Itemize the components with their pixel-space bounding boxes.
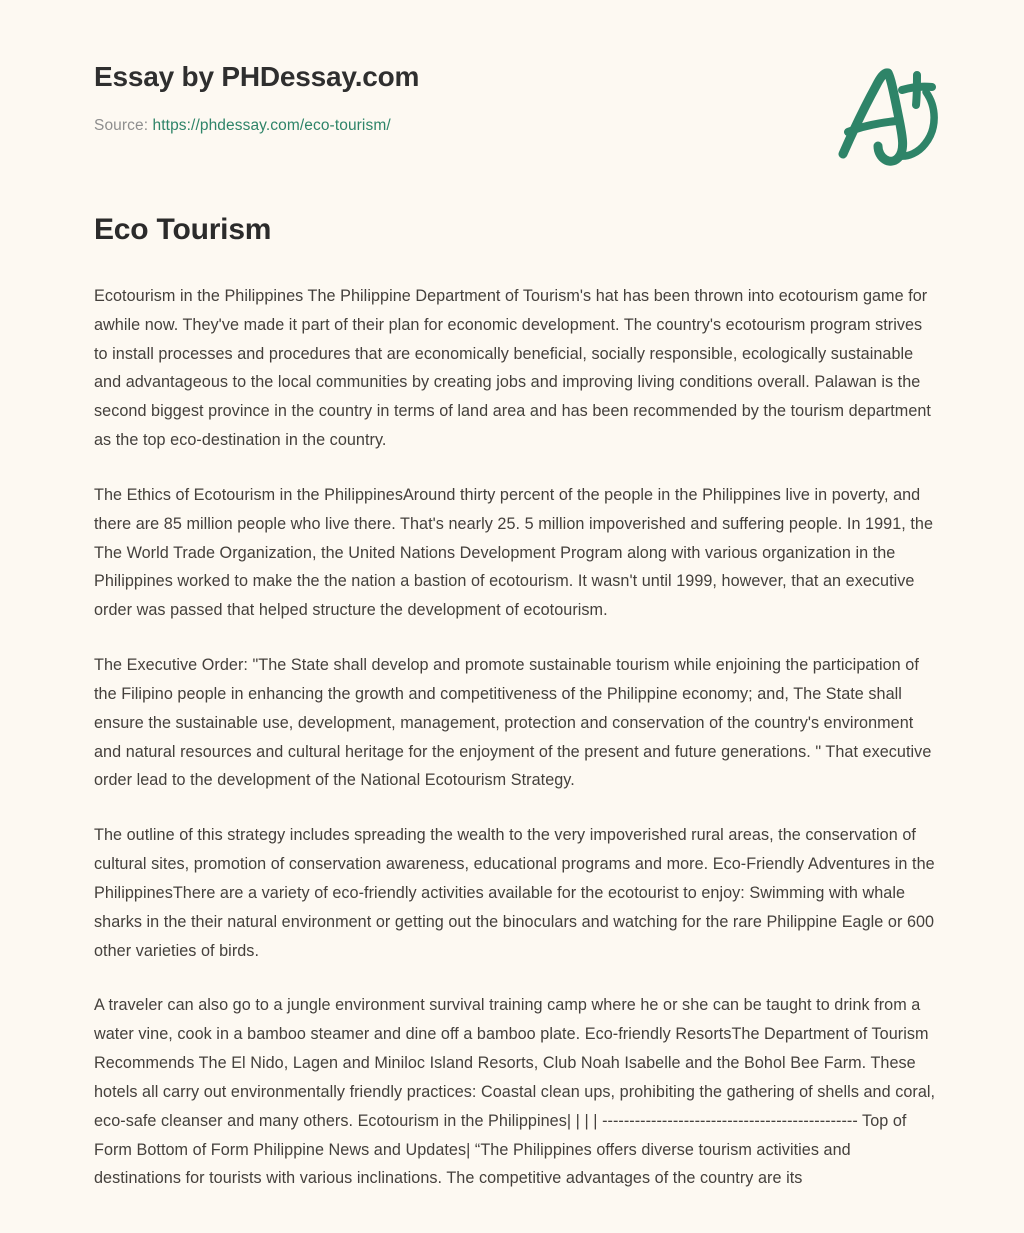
a-plus-logo-icon	[826, 58, 946, 168]
brand-title: Essay by PHDessay.com	[94, 61, 420, 92]
source-url-link[interactable]: https://phdessay.com/eco-tourism/	[152, 116, 391, 134]
article-body	[94, 282, 936, 1193]
article-paragraph: The Executive Order: "The State shall develop and promote sustainable tourism while enjoining the participation of the Filipino people in enhancing the growth and competitiveness of the Philippine economy; and, The State shall ensure the sustainable use, development, management, protection and conservation of the country's environment and natural resources and cultural heritage for the enjoyment of the present and future generations. " That executive order lead to the development of the National Ecotourism Strategy.	[94, 656, 932, 790]
a-plus-logo-svg	[826, 58, 946, 168]
article-container	[0, 212, 1024, 1233]
article-paragraph: Ecotourism in the Philippines The Philippine Department of Tourism's hat has been thrown into ecotourism game for awhile now. They've made it part of their plan for economic development. The country's ecotourism program strives to install processes and procedures that are economically beneficial, socially responsible, ecologically sustainable and advantageous to the local communities by creating jobs and improving living conditions overall. Palawan is the second biggest province in the country in terms of land area and has been recommended by the tourism department as the top eco-destination in the country.	[94, 287, 931, 450]
page-title: Eco Tourism	[94, 213, 272, 246]
source-line	[94, 117, 936, 136]
article-paragraph: The Ethics of Ecotourism in the PhilippinesAround thirty percent of the people in the Philippines live in poverty, and there are 85 million people who live there. That's nearly 25. 5 million impoverished and suffering people. In 1991, the The World Trade Organization, the United Nations Development Program along with various organization in the Philippines worked to make the the nation a bastion of ecotourism. It wasn't until 1999, however, that an executive order was passed that helped structure the development of ecotourism.	[94, 485, 934, 620]
page-header	[0, 0, 1024, 150]
article-paragraph: A traveler can also go to a jungle environment survival training camp where he or she can be taught to drink from a water vine, cook in a bamboo steamer and dine off a bamboo plate. Eco-friendly ResortsThe Department of Tourism Recommends The El Nido, Lagen and Miniloc Island Resorts, Club Noah Isabelle and the Bohol Bee Farm. These hotels all carry out environmentally friendly practices: Coastal clean ups, prohibiting the gathering of shells and coral, eco-safe cleanser and many others. Ecotourism in the Philippines| | | | ----------------------------------------------- Top of Form Bottom of Form Philippine News and Updates| “The Philippines offers diverse tourism activities and destinations for tourists with various inclinations. The competitive advantages of the country are its	[94, 996, 936, 1188]
article-paragraph: The outline of this strategy includes spreading the wealth to the very impoverished rural areas, the conservation of cultural sites, promotion of conservation awareness, educational programs and more. Eco-Friendly Adventures in the PhilippinesThere are a variety of eco-friendly activities available for the ecotourist to enjoy: Swimming with whale sharks in the their natural environment or getting out the binoculars and watching for the rare Philippine Eagle or 600 other varieties of birds.	[94, 826, 935, 960]
source-label: Source:	[94, 116, 149, 134]
